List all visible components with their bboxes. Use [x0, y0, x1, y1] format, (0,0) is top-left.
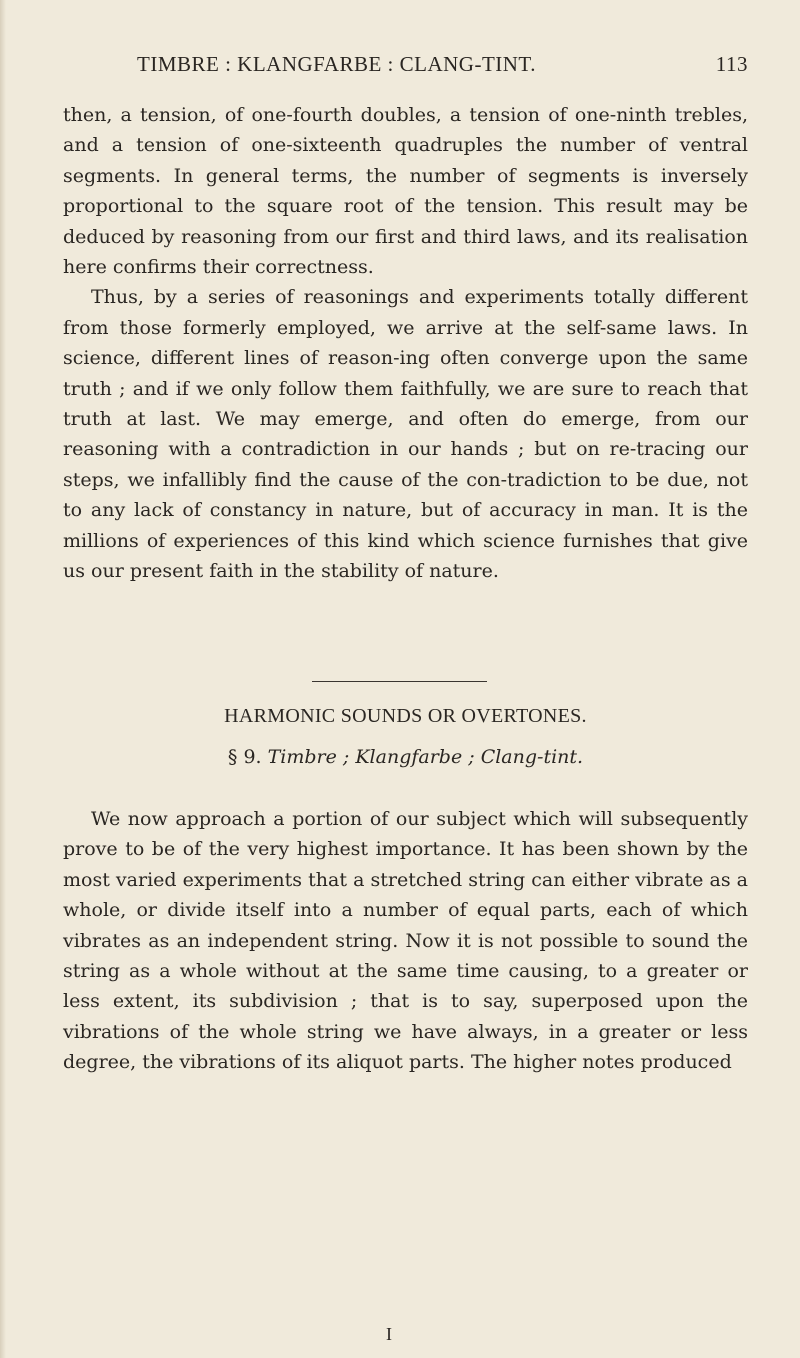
- body-text-bottom: [63, 804, 748, 1078]
- running-title: TIMBRE : KLANGFARBE : CLANG-TINT.: [137, 52, 536, 76]
- paragraph-3: We now approach a portion of our subject which will subsequently prove to be of the very highest importance. It has been shown by the most varied experiments that a stretched string can either vibrate as a whole, or divide itself into a number of equal parts, each of which vibrates as an independent string. Now it is not possible to sound the string as a whole without at the same time causing, to a greater or less extent, its subdivision ; that is to say, superposed upon the vibrations of the whole string we have always, in a greater or less degree, the vibrations of its aliquot parts. The higher notes produced: [63, 808, 748, 1074]
- section-heading: HARMONIC SOUNDS OR OVERTONES.: [224, 705, 587, 727]
- signature-mark: I: [386, 1324, 392, 1344]
- section-divider: [312, 681, 487, 682]
- section-number: § 9.: [227, 746, 262, 768]
- body-text-top: [63, 100, 748, 587]
- paragraph-2: Thus, by a series of reasonings and experiments totally different from those formerly employed, we arrive at the self-same laws. In science, different lines of reason-ing often converge upon the same truth ; and if we only follow them faithfully, we are sure to reach that truth at last. We may emerge, and often do emerge, from our reasoning with a contradiction in our hands ; but on re-tracing our steps, we infallibly find the cause of the con-tradiction to be due, not to any lack of constancy in nature, but of accuracy in man. It is the millions of experiences of this kind which science furnishes that give us our present faith in the stability of nature.: [63, 286, 748, 583]
- section-subtitle: Timbre ; Klangfarbe ; Clang-tint.: [267, 746, 584, 768]
- running-head: [63, 52, 748, 82]
- page-edge-shadow: [0, 0, 6, 1358]
- subsection-title: [63, 746, 748, 768]
- paragraph-1: then, a tension, of one-fourth doubles, a tension of one-ninth trebles, and a tension of one-sixteenth quadruples the number of ventral segments. In general terms, the number of segments is inversely proportional to the square root of the tension. This result may be deduced by reasoning from our first and third laws, and its realisation here confirms their correctness.: [63, 104, 748, 279]
- page-number: 113: [715, 52, 748, 76]
